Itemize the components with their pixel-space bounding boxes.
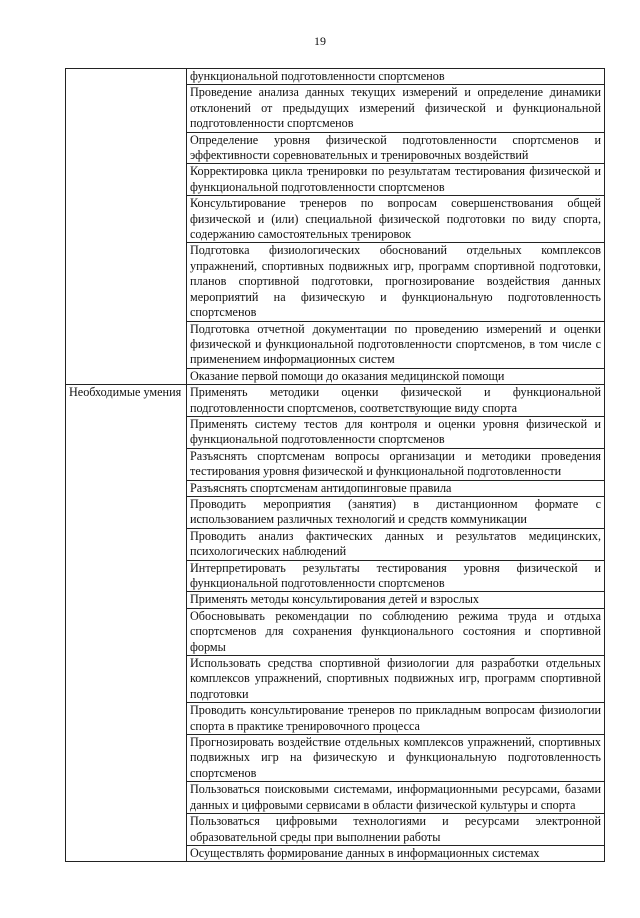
row-description-cell: Применять систему тестов для контроля и оценки уровня физической и функциональной подготовленности спортсменов (187, 416, 605, 448)
table-row (66, 69, 605, 85)
row-description-cell: Осуществлять формирование данных в информационных системах (187, 845, 605, 861)
row-description-cell: Интерпретировать результаты тестирования уровня физической и функциональной подготовленности спортсменов (187, 560, 605, 592)
row-description-cell: Разъяснять спортсменам вопросы организации и методики проведения тестирования уровня физической и функциональной подготовленности (187, 448, 605, 480)
row-description-cell: Использовать средства спортивной физиологии для разработки отдельных комплексов упражнений, спортивных подвижных игр, программ спортивной подготовки (187, 656, 605, 703)
row-description-cell: Пользоваться цифровыми технологиями и ресурсами электронной образовательной среды при выполнении работы (187, 814, 605, 846)
page-number: 19 (314, 34, 326, 48)
row-description-cell: Корректировка цикла тренировки по результатам тестирования физической и функциональной подготовленности спортсменов (187, 164, 605, 196)
row-description-cell: Подготовка физиологических обоснований отдельных комплексов упражнений, спортивных подвижных игр, программ спортивной подготовки, планов спортивной подготовки, прогнозирование воздействия данных мероприятий на физическую и функциональную подготовленность спортсменов (187, 243, 605, 321)
table-row (66, 385, 605, 417)
row-description-cell: Проведение анализа данных текущих измерений и определение динамики отклонений от предыдущих измерений физической и функциональной подготовленности спортсменов (187, 85, 605, 132)
table-body (66, 69, 605, 862)
row-category-cell (66, 69, 187, 385)
row-description-cell: Проводить мероприятия (занятия) в дистанционном формате с использованием различных технологий и средств коммуникации (187, 496, 605, 528)
row-description-cell: Применять методы консультирования детей и взрослых (187, 592, 605, 608)
row-description-cell: Прогнозировать воздействие отдельных комплексов упражнений, спортивных подвижных игр на физическую и функциональную подготовленность спортсменов (187, 735, 605, 782)
row-description-cell: Применять методики оценки физической и функциональной подготовленности спортсменов, соответствующие виду спорта (187, 385, 605, 417)
row-description-cell: Проводить консультирование тренеров по прикладным вопросам физиологии спорта в практике тренировочного процесса (187, 703, 605, 735)
row-description-cell: Обосновывать рекомендации по соблюдению режима труда и отдыха спортсменов для сохранения функционального состояния и спортивной формы (187, 608, 605, 655)
row-description-cell: Консультирование тренеров по вопросам совершенствования общей физической и (или) специальной физической подготовки по виду спорта, содержанию самостоятельных тренировок (187, 196, 605, 243)
row-description-cell: функциональной подготовленности спортсменов (187, 69, 605, 85)
row-description-cell: Определение уровня физической подготовленности спортсменов и эффективности соревновательных и тренировочных воздействий (187, 132, 605, 164)
row-description-cell: Оказание первой помощи до оказания медицинской помощи (187, 368, 605, 384)
row-category-cell: Необходимые умения (66, 385, 187, 862)
requirements-table (65, 68, 605, 862)
row-description-cell: Подготовка отчетной документации по проведению измерений и оценки физической и функциональной подготовленности спортсменов, в том числе с применением информационных систем (187, 321, 605, 368)
row-description-cell: Пользоваться поисковыми системами, информационными ресурсами, базами данных и цифровыми сервисами в области физической культуры и спорта (187, 782, 605, 814)
row-description-cell: Проводить анализ фактических данных и результатов медицинских, психологических наблюдений (187, 528, 605, 560)
row-description-cell: Разъяснять спортсменам антидопинговые правила (187, 480, 605, 496)
